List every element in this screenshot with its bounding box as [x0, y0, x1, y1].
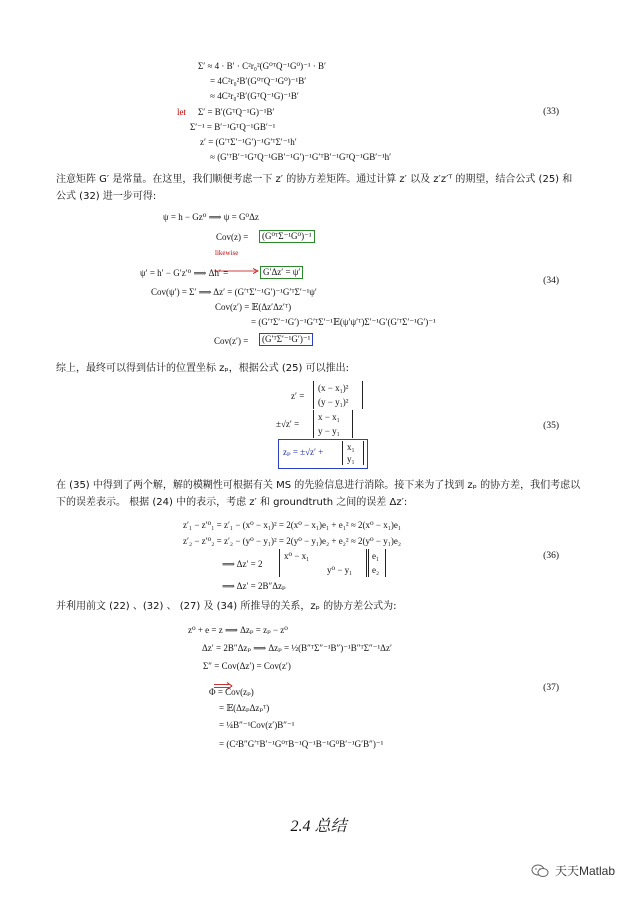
eq35-m5: x₁	[347, 442, 355, 452]
paragraph-4: 并利用前文 (22) 、(32) 、 (27) 及 (34) 所推导的关系，zₚ 的协方差公式为:	[56, 601, 397, 612]
eq37-line1: z⁰ + e = z ⟹ Δzₚ = zₚ − z⁰	[188, 625, 288, 635]
eq37-line6: = ¼B″⁻¹Cov(z′)B″⁻¹	[219, 720, 295, 730]
eq37-number: (37)	[543, 683, 559, 693]
eq35-m6: y₁	[347, 454, 355, 464]
watermark-text: 天天Matlab	[554, 864, 615, 878]
eq33-line3: ≈ 4C²r₀²B′(GᵀQ⁻¹G)⁻¹B′	[210, 91, 299, 101]
eq36-e1: e₁	[372, 551, 380, 561]
eq33-line4: Σ′ = B′(GᵀQ⁻¹G)⁻¹B′	[198, 107, 275, 117]
eq37-line3: Σ″ = Cov(Δz′) = Cov(z′)	[203, 661, 291, 671]
eq36-line1: z′₁ − z′⁰₁ = z′₁ − (x⁰ − x₁)² = 2(x⁰ − x₁)e₁ + e₁² ≈ 2(x⁰ − x₁)e₁	[183, 520, 401, 530]
eq34-number: (34)	[543, 276, 559, 286]
eq36-line2: z′₂ − z′⁰₂ = z′₂ − (y⁰ − y₁)² = 2(y⁰ − y₁)e₂ + e₂² ≈ 2(y⁰ − y₁)e₂	[183, 536, 401, 546]
eq36-m1: x⁰ − x₁	[284, 551, 310, 561]
eq37-line7: = (C²B″G′ᵀB′⁻¹G⁰ᵀB⁻¹Q⁻¹B⁻¹G⁰B′⁻¹G′B″)⁻¹	[219, 739, 384, 749]
eq34-line7-lhs: Cov(z′) =	[214, 336, 249, 346]
eq33-let: let	[177, 107, 186, 117]
eq33-line5: Σ′⁻¹ = B′⁻¹GᵀQ⁻¹GB′⁻¹	[190, 122, 276, 132]
eq35-m2: (y − y₁)²	[318, 397, 349, 407]
eq34-line6: = (G′ᵀΣ′⁻¹G′)⁻¹G′ᵀΣ′⁻¹𝔼(ψ′ψ′ᵀ)Σ′⁻¹G′(G′ᵀΣ′⁻¹G′)⁻¹	[251, 317, 436, 327]
eq35-number: (35)	[543, 421, 559, 431]
eq36-line4: ⟹ Δz′ = 2B″Δzₚ	[222, 581, 286, 591]
likewise-label: likewise	[215, 249, 239, 257]
eq34-line5: Cov(z′) = 𝔼(Δz′Δz′ᵀ)	[215, 302, 292, 312]
eq34-line3-boxed: G′Δz′ = ψ′	[260, 266, 303, 279]
eq36-line3-lhs: ⟹ Δz′ = 2	[222, 559, 263, 569]
implies-arrow-icon	[214, 675, 234, 683]
watermark	[531, 862, 615, 879]
eq34-line2-lhs: Cov(z) =	[216, 232, 249, 242]
eq34-line1: ψ = h − Gz⁰ ⟹ ψ = G⁰Δz	[163, 212, 259, 222]
eq35-line1-lhs: z′ =	[291, 391, 305, 401]
eq35-line3-lhs: zₚ = ±√z′ +	[283, 447, 324, 457]
eq33-line2: = 4C²r₀²B′(G⁰ᵀQ⁻¹G⁰)⁻¹B′	[210, 76, 307, 86]
eq33-line7: ≈ (G′ᵀB′⁻¹GᵀQ⁻¹GB′⁻¹G′)⁻¹G′ᵀB′⁻¹GᵀQ⁻¹GB′⁻¹h′	[210, 152, 392, 162]
wechat-icon	[531, 864, 549, 878]
eq36-e2: e₂	[372, 565, 380, 575]
paragraph-1: 注意矩阵 G′ 是常量。在这里，我们顺便考虑一下 z′ 的协方差矩阵。通过计算 z′ 以及 z′z′ᵀ 的期望，结合公式 (25) 和公式 (32) 进一步可得:	[56, 174, 573, 202]
eq37-line2: Δz′ = 2B″Δzₚ ⟹ Δzₚ = ½(B″ᵀΣ″⁻¹B″)⁻¹B″ᵀΣ″⁻¹Δz′	[202, 643, 392, 653]
eq33-line6: z′ = (G′ᵀΣ′⁻¹G′)⁻¹G′ᵀΣ′⁻¹h′	[200, 137, 297, 147]
eq35-m3: x − x₁	[318, 412, 340, 422]
likewise-arrow-icon	[214, 259, 260, 265]
eq37-line5: = 𝔼(ΔzₚΔzₚᵀ)	[219, 703, 270, 713]
eq33-line1: Σ′ ≈ 4 · B′ · C²r₀²(G⁰ᵀQ⁻¹G⁰)⁻¹ · B′	[198, 61, 326, 71]
eq33-number: (33)	[543, 107, 559, 117]
paragraph-3: 在 (35) 中得到了两个解，解的模糊性可根据有关 MS 的先验信息进行消除。接下来为了找到 zₚ 的协方差，我们考虑以下的误差表示。 根据 (24) 中的表示，考虑 z′ 和 groundtruth 之间的误差 Δz′:	[56, 480, 581, 508]
eq36-m2: y⁰ − y₁	[327, 565, 353, 575]
eq34-line4: Cov(ψ′) = Σ′ ⟹ Δz′ = (G′ᵀΣ′⁻¹G′)⁻¹G′ᵀΣ′⁻¹ψ′	[151, 287, 317, 297]
eq34-line7-boxed: (G′ᵀΣ′⁻¹G′)⁻¹	[259, 333, 313, 346]
section-title: 2.4 总结	[290, 818, 347, 835]
eq35-m1: (x − x₁)²	[318, 383, 349, 393]
eq35-m4: y − y₁	[318, 426, 340, 436]
eq34-line2-boxed: (G⁰ᵀΣ⁻¹G⁰)⁻¹	[259, 230, 315, 243]
eq36-number: (36)	[543, 551, 559, 561]
eq37-line4: Φ = Cov(zₚ)	[209, 687, 254, 697]
eq34-line3-lhs: ψ′ = h′ − G′z′⁰ ⟹ Δh′ =	[140, 268, 229, 278]
paragraph-2: 综上，最终可以得到估计的位置坐标 zₚ，根据公式 (25) 可以推出:	[56, 363, 349, 374]
eq35-line2-lhs: ±√z′ =	[276, 419, 300, 429]
